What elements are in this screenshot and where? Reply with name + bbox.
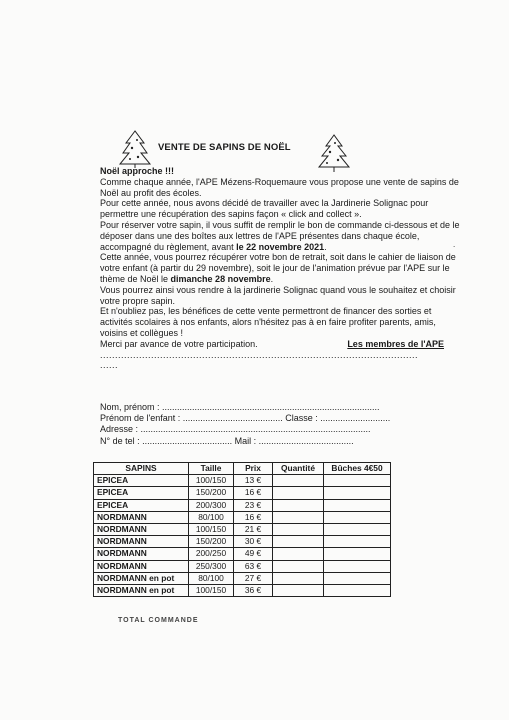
quantity-input[interactable] bbox=[273, 511, 324, 523]
separator-dots: .......................................................................................................... bbox=[100, 349, 419, 360]
closing-line: Merci par avance de votre participation. bbox=[100, 338, 258, 349]
buche-input[interactable] bbox=[324, 511, 391, 523]
paragraph-text: Cette année, vous pourrez récupérer votre bon de retrait, soit dans le cahier de liaison de votre enfant (à partir du 29 novembre), soit le jour de l'animation prévue par l'APE sur le thème de Noël le bbox=[100, 252, 456, 284]
paragraph bbox=[100, 306, 460, 338]
size-cell: 200/300 bbox=[189, 499, 234, 511]
size-cell: 150/200 bbox=[189, 487, 234, 499]
table-row bbox=[94, 499, 391, 511]
paragraph-text: Et n'oubliez pas, les bénéfices de cette vente permettront de financer des sorties et activités scolaires à nos enfants, alors n'hésitez pas à en faire profiter parents, amis, voisins et collègues ! bbox=[100, 306, 436, 338]
tree-type-cell: NORDMANN bbox=[94, 511, 189, 523]
signature: Les membres de l'APE bbox=[347, 338, 444, 349]
paragraph bbox=[100, 220, 460, 252]
buche-input[interactable] bbox=[324, 560, 391, 572]
buche-input[interactable] bbox=[324, 572, 391, 584]
price-cell: 36 € bbox=[234, 584, 273, 596]
price-cell: 27 € bbox=[234, 572, 273, 584]
quantity-input[interactable] bbox=[273, 475, 324, 487]
letter-body bbox=[100, 166, 460, 371]
paragraph bbox=[100, 285, 460, 307]
table-row bbox=[94, 572, 391, 584]
size-cell: 80/100 bbox=[189, 511, 234, 523]
contact-form bbox=[100, 402, 460, 447]
total-order-label: TOTAL COMMANDE bbox=[118, 617, 199, 622]
tree-type-cell: NORDMANN en pot bbox=[94, 572, 189, 584]
order-table bbox=[93, 462, 391, 597]
table-row bbox=[94, 523, 391, 535]
margin-mark: . bbox=[453, 240, 456, 249]
tree-type-cell: EPICEA bbox=[94, 487, 189, 499]
table-row bbox=[94, 511, 391, 523]
paragraph-text: Vous pourrez ainsi vous rendre à la jardinerie Solignac quand vous le souhaitez et choisir votre propre sapin. bbox=[100, 284, 456, 306]
name-field[interactable]: Nom, prénom : ....................................................................................... bbox=[100, 402, 380, 412]
paragraph bbox=[100, 177, 460, 199]
phone-mail-field[interactable]: N° de tel : .................................... Mail : ...................................... bbox=[100, 435, 354, 446]
page-title: VENTE DE SAPINS DE NOËL bbox=[158, 142, 291, 153]
price-cell: 23 € bbox=[234, 499, 273, 511]
quantity-input[interactable] bbox=[273, 523, 324, 535]
table-header-row bbox=[94, 463, 391, 475]
table-row bbox=[94, 536, 391, 548]
tree-left-icon bbox=[118, 128, 152, 168]
paragraph-text: Pour cette année, nous avons décidé de travailler avec la Jardinerie Solignac pour permettre une récupération des sapins façon « click and collect ». bbox=[100, 198, 429, 220]
tree-type-cell: NORDMANN bbox=[94, 560, 189, 572]
paragraph bbox=[100, 198, 460, 220]
table-row bbox=[94, 548, 391, 560]
size-cell: 100/150 bbox=[189, 584, 234, 596]
quantity-input[interactable] bbox=[273, 487, 324, 499]
tree-type-cell: EPICEA bbox=[94, 499, 189, 511]
price-cell: 21 € bbox=[234, 523, 273, 535]
table-row bbox=[94, 487, 391, 499]
quantity-input[interactable] bbox=[273, 584, 324, 596]
closing-row bbox=[100, 339, 460, 350]
size-cell: 200/250 bbox=[189, 548, 234, 560]
table-row bbox=[94, 475, 391, 487]
price-cell: 63 € bbox=[234, 560, 273, 572]
paragraph bbox=[100, 252, 460, 284]
quantity-input[interactable] bbox=[273, 572, 324, 584]
price-cell: 16 € bbox=[234, 511, 273, 523]
buche-input[interactable] bbox=[324, 548, 391, 560]
address-field[interactable]: Adresse : ............................................................................................ bbox=[100, 424, 371, 435]
order-table-wrap bbox=[93, 462, 391, 597]
deadline-date: le 22 novembre 2021 bbox=[236, 241, 325, 252]
price-cell: 16 € bbox=[234, 487, 273, 499]
col-header: Quantité bbox=[273, 463, 324, 475]
tree-type-cell: NORDMANN bbox=[94, 523, 189, 535]
paragraph-text: . bbox=[270, 273, 274, 284]
buche-input[interactable] bbox=[324, 584, 391, 596]
quantity-input[interactable] bbox=[273, 499, 324, 511]
price-cell: 30 € bbox=[234, 536, 273, 548]
paragraph-text: Comme chaque année, l'APE Mézens-Roquemaure vous propose une vente de sapins de Noël au profit des écoles. bbox=[100, 176, 459, 198]
table-row bbox=[94, 560, 391, 572]
quantity-input[interactable] bbox=[273, 536, 324, 548]
tree-type-cell: EPICEA bbox=[94, 475, 189, 487]
quantity-input[interactable] bbox=[273, 548, 324, 560]
size-cell: 250/300 bbox=[189, 560, 234, 572]
table-row bbox=[94, 584, 391, 596]
tree-type-cell: NORDMANN en pot bbox=[94, 584, 189, 596]
size-cell: 100/150 bbox=[189, 523, 234, 535]
col-header: Taille bbox=[189, 463, 234, 475]
buche-input[interactable] bbox=[324, 523, 391, 535]
col-header: SAPINS bbox=[94, 463, 189, 475]
child-name-field[interactable]: Prénom de l'enfant : ........................................ Classe : ............................ bbox=[100, 413, 391, 424]
price-cell: 49 € bbox=[234, 548, 273, 560]
col-header: Bûches 4€50 bbox=[324, 463, 391, 475]
event-date: dimanche 28 novembre bbox=[170, 273, 271, 284]
buche-input[interactable] bbox=[324, 499, 391, 511]
quantity-input[interactable] bbox=[273, 560, 324, 572]
paragraph-text: . bbox=[324, 241, 327, 252]
price-cell: 13 € bbox=[234, 475, 273, 487]
size-cell: 80/100 bbox=[189, 572, 234, 584]
tree-type-cell: NORDMANN bbox=[94, 536, 189, 548]
buche-input[interactable] bbox=[324, 475, 391, 487]
tree-type-cell: NORDMANN bbox=[94, 548, 189, 560]
size-cell: 100/150 bbox=[189, 475, 234, 487]
buche-input[interactable] bbox=[324, 487, 391, 499]
size-cell: 150/200 bbox=[189, 536, 234, 548]
buche-input[interactable] bbox=[324, 536, 391, 548]
paragraph-text: Pour réserver votre sapin, il vous suffit de remplir le bon de commande ci-dessous et de le déposer dans une des boîtes aux lettres de l'APE présentes dans chaque école, accompagné du règlement, avant bbox=[100, 219, 460, 252]
col-header: Prix bbox=[234, 463, 273, 475]
intro-line: Noël approche !!! bbox=[100, 166, 175, 176]
separator-dots-short: ...... bbox=[100, 360, 119, 371]
